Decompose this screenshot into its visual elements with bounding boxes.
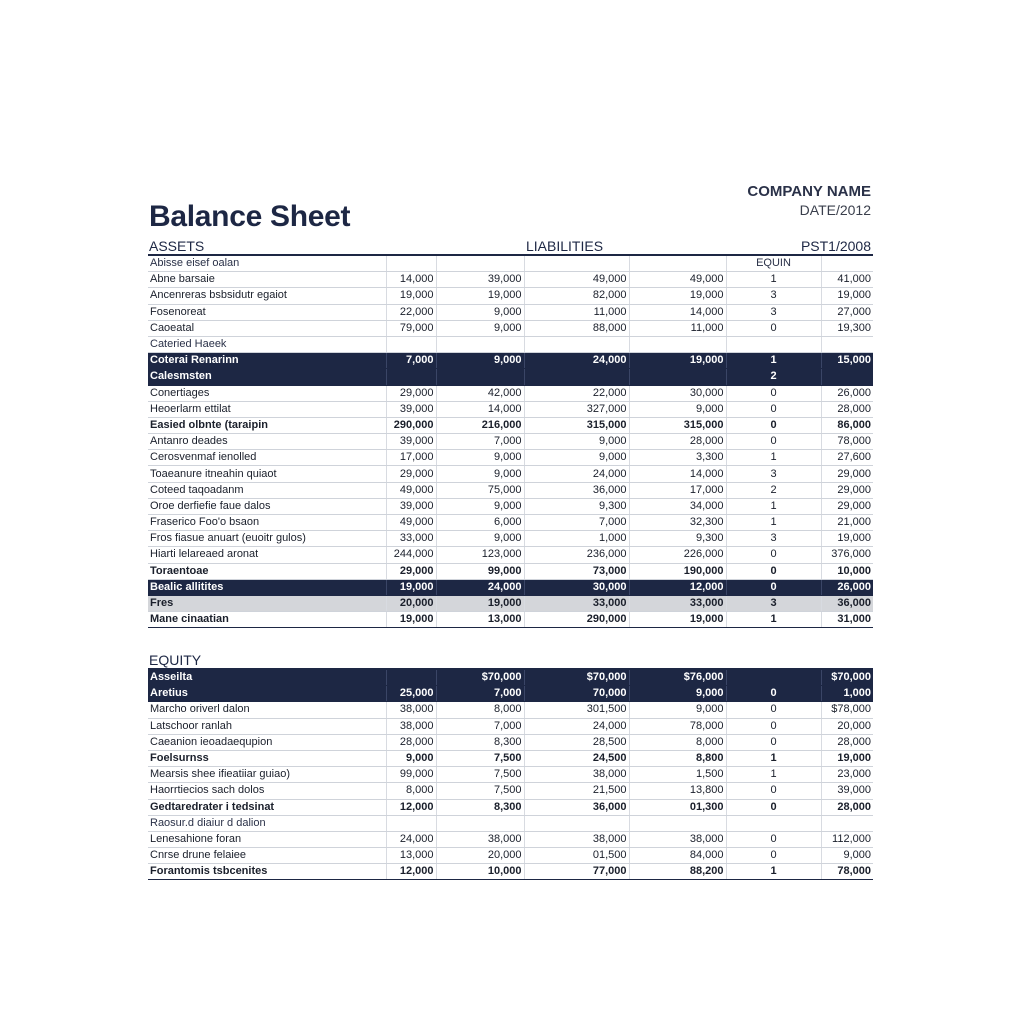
table-cell: 78,000: [629, 718, 726, 734]
row-label: Aretius: [148, 686, 386, 702]
row-label: Antanro deades: [148, 434, 386, 450]
table-row: [148, 750, 873, 766]
table-cell: 7,500: [436, 767, 524, 783]
table-cell: 29,000: [821, 466, 873, 482]
table-cell: [436, 336, 524, 352]
table-cell: 49,000: [524, 272, 629, 288]
table-cell: 123,000: [436, 547, 524, 563]
table-cell: 24,000: [524, 466, 629, 482]
assets-liabilities-table: [148, 254, 873, 628]
table-cell: 20,000: [386, 595, 436, 611]
table-row: [148, 515, 873, 531]
table-cell: 236,000: [524, 547, 629, 563]
table-cell: 39,000: [436, 272, 524, 288]
table-cell: 38,000: [386, 702, 436, 718]
table-cell: [524, 255, 629, 272]
table-cell: 99,000: [436, 563, 524, 579]
table-cell: 9,000: [629, 401, 726, 417]
liabilities-heading: LIABILITIES: [526, 238, 604, 254]
table-cell: 315,000: [524, 417, 629, 433]
table-cell: 38,000: [629, 831, 726, 847]
table-cell: 10,000: [821, 563, 873, 579]
row-label: Latschoor ranlah: [148, 718, 386, 734]
row-label: Hiarti lelareaed aronat: [148, 547, 386, 563]
table-row: [148, 320, 873, 336]
table-cell: 33,000: [524, 595, 629, 611]
table-row: [148, 450, 873, 466]
table-cell: 13,000: [386, 848, 436, 864]
table-row: [148, 369, 873, 385]
table-cell: 36,000: [524, 799, 629, 815]
table-cell: 0: [726, 401, 821, 417]
table-cell: 8,300: [436, 799, 524, 815]
row-label: Coteed taqoadanm: [148, 482, 386, 498]
table-cell: 38,000: [436, 831, 524, 847]
table-cell: 19,000: [386, 612, 436, 628]
table-cell: 78,000: [821, 434, 873, 450]
equity-heading: EQUITY: [149, 652, 202, 668]
table-row: [148, 702, 873, 718]
table-cell: 190,000: [629, 563, 726, 579]
row-label: Caoeatal: [148, 320, 386, 336]
table-cell: 7,000: [436, 434, 524, 450]
row-label: Fosenoreat: [148, 304, 386, 320]
table-cell: 9,000: [629, 686, 726, 702]
table-cell: 28,000: [821, 799, 873, 815]
row-label: Cerosvenmaf ienolled: [148, 450, 386, 466]
table-cell: 22,000: [524, 385, 629, 401]
table-cell: 2: [726, 482, 821, 498]
table-cell: 33,000: [386, 531, 436, 547]
table-cell: 27,600: [821, 450, 873, 466]
table-row: [148, 531, 873, 547]
table-cell: 77,000: [524, 864, 629, 880]
table-cell: 7,000: [436, 718, 524, 734]
table-cell: 1: [726, 272, 821, 288]
row-label: Toaeanure itneahin quiaot: [148, 466, 386, 482]
table-row: [148, 304, 873, 320]
table-cell: 7,000: [386, 353, 436, 369]
table-cell: 28,000: [821, 401, 873, 417]
table-cell: 3: [726, 288, 821, 304]
table-cell: 9,300: [524, 498, 629, 514]
table-cell: 32,300: [629, 515, 726, 531]
table-cell: 9,000: [436, 353, 524, 369]
table-cell: 49,000: [386, 515, 436, 531]
table-cell: 41,000: [821, 272, 873, 288]
table-cell: 70,000: [524, 686, 629, 702]
table-cell: 12,000: [629, 579, 726, 595]
table-cell: 36,000: [524, 482, 629, 498]
table-cell: 19,000: [629, 353, 726, 369]
table-cell: 39,000: [386, 498, 436, 514]
table-row: [148, 385, 873, 401]
table-cell: 301,500: [524, 702, 629, 718]
table-cell: [821, 369, 873, 385]
table-cell: 42,000: [436, 385, 524, 401]
table-cell: 29,000: [821, 482, 873, 498]
row-label: Foelsurnss: [148, 750, 386, 766]
table-cell: 0: [726, 686, 821, 702]
table-cell: 27,000: [821, 304, 873, 320]
table-cell: 19,000: [436, 595, 524, 611]
table-cell: 8,000: [436, 702, 524, 718]
table-cell: 9,000: [386, 750, 436, 766]
table-cell: 86,000: [821, 417, 873, 433]
row-label: Oroe derfiefie faue dalos: [148, 498, 386, 514]
table-cell: [436, 255, 524, 272]
table-cell: 26,000: [821, 385, 873, 401]
table-cell: 1: [726, 498, 821, 514]
table-cell: 34,000: [629, 498, 726, 514]
table-cell: 315,000: [629, 417, 726, 433]
table-cell: 14,000: [436, 401, 524, 417]
table-row: [148, 466, 873, 482]
row-label: Mane cinaatian: [148, 612, 386, 628]
table-cell: [629, 815, 726, 831]
row-label: Conertiages: [148, 385, 386, 401]
row-label: Forantomis tsbcenites: [148, 864, 386, 880]
table-cell: 0: [726, 563, 821, 579]
table-cell: 29,000: [386, 385, 436, 401]
table-cell: 24,500: [524, 750, 629, 766]
table-cell: 29,000: [821, 498, 873, 514]
table-cell: 13,000: [436, 612, 524, 628]
row-label: Asseilta: [148, 669, 386, 686]
table-cell: 1,000: [821, 686, 873, 702]
table-cell: 1: [726, 750, 821, 766]
table-cell: 19,000: [386, 579, 436, 595]
table-cell: 19,000: [436, 288, 524, 304]
table-cell: 9,000: [436, 498, 524, 514]
row-label: Toraentoae: [148, 563, 386, 579]
table-row: [148, 686, 873, 702]
table-cell: [436, 369, 524, 385]
table-cell: 7,500: [436, 783, 524, 799]
table-cell: 0: [726, 434, 821, 450]
table-row: [148, 272, 873, 288]
table-cell: 0: [726, 848, 821, 864]
table-cell: 21,000: [821, 515, 873, 531]
table-cell: 78,000: [821, 864, 873, 880]
table-cell: 0: [726, 320, 821, 336]
table-cell: 9,000: [524, 450, 629, 466]
table-cell: 9,000: [436, 450, 524, 466]
row-label: Caeanion ieoadaequpion: [148, 734, 386, 750]
table-cell: 290,000: [524, 612, 629, 628]
table-cell: 1: [726, 515, 821, 531]
row-label: Haorrtiecios sach dolos: [148, 783, 386, 799]
table-cell: [821, 336, 873, 352]
table-cell: 216,000: [436, 417, 524, 433]
table-cell: $70,000: [524, 669, 629, 686]
table-cell: 9,000: [436, 466, 524, 482]
table-cell: 1: [726, 612, 821, 628]
table-cell: 9,300: [629, 531, 726, 547]
table-cell: 7,000: [524, 515, 629, 531]
table-cell: 01,500: [524, 848, 629, 864]
row-label: Lenesahione foran: [148, 831, 386, 847]
table-cell: 22,000: [386, 304, 436, 320]
table-cell: 39,000: [386, 401, 436, 417]
table-row: [148, 815, 873, 831]
table-cell: 6,000: [436, 515, 524, 531]
table-cell: 12,000: [386, 864, 436, 880]
row-label: Coterai Renarinn: [148, 353, 386, 369]
table-cell: 290,000: [386, 417, 436, 433]
table-cell: 9,000: [524, 434, 629, 450]
table-row: [148, 482, 873, 498]
table-cell: 25,000: [386, 686, 436, 702]
table-cell: 0: [726, 799, 821, 815]
table-cell: 28,000: [629, 434, 726, 450]
table-cell: 82,000: [524, 288, 629, 304]
table-cell: 10,000: [436, 864, 524, 880]
table-cell: 79,000: [386, 320, 436, 336]
table-cell: 9,000: [821, 848, 873, 864]
table-cell: [524, 815, 629, 831]
table-row: [148, 434, 873, 450]
table-row: [148, 417, 873, 433]
table-row: [148, 255, 873, 272]
table-cell: 1: [726, 767, 821, 783]
table-cell: 01,300: [629, 799, 726, 815]
table-cell: 11,000: [524, 304, 629, 320]
table-row: [148, 336, 873, 352]
table-cell: 19,300: [821, 320, 873, 336]
table-cell: 24,000: [524, 718, 629, 734]
table-cell: 3: [726, 304, 821, 320]
table-cell: 75,000: [436, 482, 524, 498]
table-cell: 28,000: [386, 734, 436, 750]
row-label: Mearsis shee ifieatiiar guiao): [148, 767, 386, 783]
table-cell: 13,800: [629, 783, 726, 799]
table-cell: 38,000: [524, 831, 629, 847]
table-cell: [386, 369, 436, 385]
table-cell: 15,000: [821, 353, 873, 369]
table-cell: 19,000: [629, 612, 726, 628]
table-cell: [386, 669, 436, 686]
row-label: Fraserico Foo'o bsaon: [148, 515, 386, 531]
row-label: Fres: [148, 595, 386, 611]
table-cell: 8,000: [629, 734, 726, 750]
table-row: [148, 612, 873, 628]
table-cell: [524, 369, 629, 385]
table-cell: 244,000: [386, 547, 436, 563]
row-label: Marcho oriverl dalon: [148, 702, 386, 718]
table-cell: 1,500: [629, 767, 726, 783]
table-cell: 28,500: [524, 734, 629, 750]
table-cell: 1: [726, 353, 821, 369]
table-cell: 39,000: [386, 434, 436, 450]
table-cell: [386, 336, 436, 352]
table-cell: 0: [726, 417, 821, 433]
table-row: [148, 669, 873, 686]
table-cell: 84,000: [629, 848, 726, 864]
table-cell: 88,200: [629, 864, 726, 880]
table-cell: 0: [726, 702, 821, 718]
table-row: [148, 799, 873, 815]
table-cell: [436, 815, 524, 831]
table-cell: 0: [726, 547, 821, 563]
table-cell: 33,000: [629, 595, 726, 611]
table-row: [148, 767, 873, 783]
table-cell: 1: [726, 450, 821, 466]
table-cell: 9,000: [629, 702, 726, 718]
table-cell: $70,000: [436, 669, 524, 686]
table-row: [148, 831, 873, 847]
table-cell: $76,000: [629, 669, 726, 686]
table-cell: 23,000: [821, 767, 873, 783]
table-cell: 14,000: [629, 304, 726, 320]
table-cell: 0: [726, 734, 821, 750]
row-label: Heoerlarm ettilat: [148, 401, 386, 417]
table-cell: 3: [726, 595, 821, 611]
table-cell: 1: [726, 864, 821, 880]
table-cell: 0: [726, 579, 821, 595]
table-cell: 19,000: [821, 750, 873, 766]
table-cell: [386, 255, 436, 272]
table-cell: 28,000: [821, 734, 873, 750]
assets-heading: ASSETS: [149, 238, 205, 254]
table-cell: 226,000: [629, 547, 726, 563]
table-cell: 49,000: [629, 272, 726, 288]
table-row: [148, 547, 873, 563]
table-cell: 7,000: [436, 686, 524, 702]
table-row: [148, 288, 873, 304]
table-cell: 30,000: [524, 579, 629, 595]
table-cell: 17,000: [386, 450, 436, 466]
table-cell: 8,300: [436, 734, 524, 750]
table-cell: 19,000: [386, 288, 436, 304]
table-cell: 24,000: [386, 831, 436, 847]
table-row: [148, 498, 873, 514]
table-cell: EQUIN: [726, 255, 821, 272]
table-cell: $78,000: [821, 702, 873, 718]
table-cell: 19,000: [629, 288, 726, 304]
table-cell: 0: [726, 783, 821, 799]
table-cell: 112,000: [821, 831, 873, 847]
table-row: [148, 864, 873, 880]
table-cell: 9,000: [436, 320, 524, 336]
table-cell: 31,000: [821, 612, 873, 628]
table-row: [148, 783, 873, 799]
table-row: [148, 595, 873, 611]
row-label: Abne barsaie: [148, 272, 386, 288]
table-cell: 39,000: [821, 783, 873, 799]
table-row: [148, 718, 873, 734]
table-cell: 38,000: [524, 767, 629, 783]
table-cell: 14,000: [386, 272, 436, 288]
row-label: Bealic allitites: [148, 579, 386, 595]
company-name: COMPANY NAME: [747, 183, 871, 200]
table-cell: 29,000: [386, 563, 436, 579]
table-cell: 36,000: [821, 595, 873, 611]
table-cell: 29,000: [386, 466, 436, 482]
row-label: Easied olbnte (taraipin: [148, 417, 386, 433]
table-cell: 1,000: [524, 531, 629, 547]
report-date: DATE/2012: [799, 202, 871, 218]
table-cell: 21,500: [524, 783, 629, 799]
table-cell: 0: [726, 831, 821, 847]
row-label: Cateried Haeek: [148, 336, 386, 352]
table-cell: 30,000: [629, 385, 726, 401]
table-cell: [726, 815, 821, 831]
table-cell: 7,500: [436, 750, 524, 766]
equity-table: [148, 668, 873, 880]
table-cell: [524, 336, 629, 352]
table-cell: 20,000: [821, 718, 873, 734]
table-cell: [726, 336, 821, 352]
table-row: [148, 848, 873, 864]
table-cell: [629, 255, 726, 272]
table-cell: 8,000: [386, 783, 436, 799]
table-cell: 17,000: [629, 482, 726, 498]
table-cell: 8,800: [629, 750, 726, 766]
table-cell: 20,000: [436, 848, 524, 864]
table-cell: 11,000: [629, 320, 726, 336]
table-cell: 99,000: [386, 767, 436, 783]
table-cell: [821, 815, 873, 831]
table-cell: 12,000: [386, 799, 436, 815]
table-cell: 2: [726, 369, 821, 385]
table-cell: 26,000: [821, 579, 873, 595]
table-cell: 0: [726, 385, 821, 401]
table-cell: [821, 255, 873, 272]
table-row: [148, 401, 873, 417]
row-label: Cnrse drune felaiee: [148, 848, 386, 864]
table-cell: 3: [726, 466, 821, 482]
table-cell: [386, 815, 436, 831]
table-row: [148, 353, 873, 369]
row-label: Gedtaredrater i tedsinat: [148, 799, 386, 815]
row-label: Calesmsten: [148, 369, 386, 385]
table-row: [148, 734, 873, 750]
table-cell: 376,000: [821, 547, 873, 563]
table-cell: 19,000: [821, 288, 873, 304]
table-row: [148, 579, 873, 595]
table-cell: 14,000: [629, 466, 726, 482]
table-cell: 327,000: [524, 401, 629, 417]
row-label: Raosur.d diaiur d dalion: [148, 815, 386, 831]
table-cell: $70,000: [821, 669, 873, 686]
table-cell: 24,000: [436, 579, 524, 595]
table-cell: 3: [726, 531, 821, 547]
table-cell: 9,000: [436, 531, 524, 547]
page-title: Balance Sheet: [149, 200, 351, 233]
period-label: PST1/2008: [800, 238, 871, 254]
table-row: [148, 563, 873, 579]
table-cell: [629, 369, 726, 385]
table-cell: 73,000: [524, 563, 629, 579]
table-cell: 88,000: [524, 320, 629, 336]
table-cell: 49,000: [386, 482, 436, 498]
table-cell: 24,000: [524, 353, 629, 369]
table-cell: 0: [726, 718, 821, 734]
table-cell: 3,300: [629, 450, 726, 466]
table-cell: 19,000: [821, 531, 873, 547]
table-cell: 38,000: [386, 718, 436, 734]
row-label: Abisse eisef oalan: [148, 255, 386, 272]
table-cell: 9,000: [436, 304, 524, 320]
table-cell: [726, 669, 821, 686]
row-label: Ancenreras bsbsidutr egaiot: [148, 288, 386, 304]
table-cell: [629, 336, 726, 352]
row-label: Fros fiasue anuart (euoitr gulos): [148, 531, 386, 547]
